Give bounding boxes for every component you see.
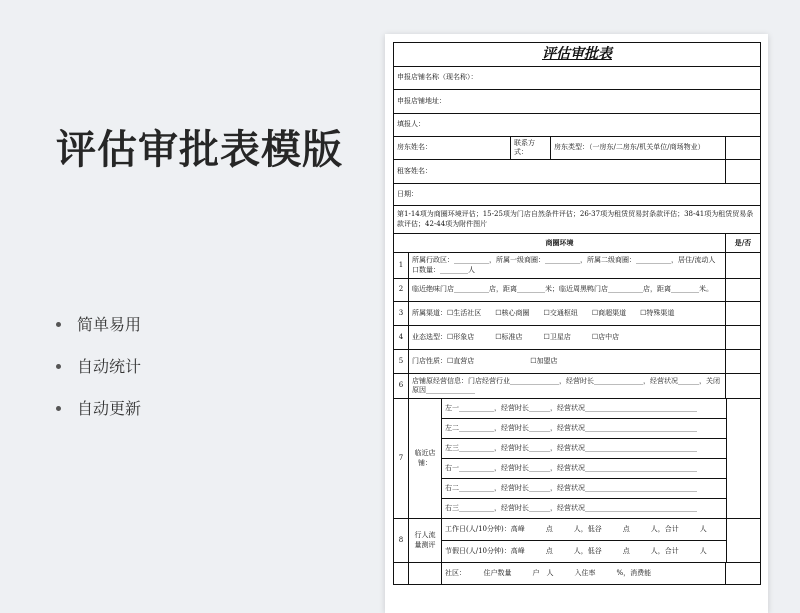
yes-no-cell[interactable] — [726, 253, 760, 278]
landlord-name-field: 房东姓名： — [394, 137, 511, 159]
document-preview — [385, 34, 768, 613]
store-name-field: 申报店铺名称（现名称）： — [397, 73, 478, 82]
store-address-field: 申报店铺地址： — [397, 96, 446, 105]
reporter-field: 填报人： — [397, 120, 425, 129]
yes-no-cell[interactable] — [726, 302, 760, 325]
promo-title: 评估审批表模版 — [56, 127, 343, 173]
neighbor-label: 临近店铺： — [409, 399, 442, 518]
feature-item: 自动统计 — [56, 356, 141, 398]
table-row: 3 所属渠道：☐生活社区 ☐核心商圈 ☐交通枢纽 ☐商超渠道 ☐特殊渠道 — [394, 302, 760, 326]
form-note: 第1-14项为商圈环境评估；15-25项为门店自然条件评估；26-37项为租赁贸易封条款评估；38-41项为租赁贸易条款评估；42-44项为附件图片 — [397, 210, 754, 228]
approval-form — [393, 42, 761, 585]
landlord-type-value — [726, 137, 760, 159]
bullet-icon — [56, 406, 61, 411]
contact-field: 联系方式： — [511, 137, 551, 159]
table-row: 1 所属行政区：__________，所属一级商圈：__________，所属二级商圈：__________，居住/流动人口数量：________人 — [394, 253, 760, 279]
section-header: 商圈环境 — [394, 234, 726, 252]
table-row: 4 业态选型：☐形象店 ☐标准店 ☐卫星店 ☐店中店 — [394, 326, 760, 350]
table-row: 6 店铺原经营信息：门店经营行业______________，经营时长______________，经营状况______，关闭原因______________ — [394, 374, 760, 399]
yes-no-cell[interactable] — [727, 519, 760, 562]
traffic-label: 行人流量测评 — [409, 519, 442, 562]
yes-no-header: 是/否 — [734, 238, 752, 248]
yes-no-cell[interactable] — [726, 374, 760, 398]
date-field: 日期： — [397, 189, 418, 198]
yes-no-cell[interactable] — [726, 326, 760, 349]
bullet-icon — [56, 322, 61, 327]
table-row: 5 门店性质：☐直营店 ☐加盟店 — [394, 350, 760, 374]
table-row: 社区： 住户数量 户 人 入住率 %，消费能 — [394, 563, 760, 585]
yes-no-cell[interactable] — [727, 399, 760, 518]
feature-list — [56, 314, 141, 440]
yes-no-cell[interactable] — [726, 350, 760, 373]
yes-no-cell[interactable] — [726, 279, 760, 301]
traffic-row: 8 行人流量测评 工作日(人/10分钟)：高峰 点 人，低谷 点 人，合计 人 节假日(人/10分钟)：高峰 点 人，低谷 点 人，合计 人 — [394, 519, 760, 563]
tenant-name-field: 租客姓名： — [394, 160, 726, 183]
promo-panel — [0, 0, 370, 613]
bullet-icon — [56, 364, 61, 369]
neighbor-shops-row: 7 临近店铺： 左一__________，经营时长______，经营状况________________________________ 左二__________，经营时长______，经营状况________________________________ 左三__________，经营时长______，经营状况________________________________ 右一__________，经营时长______，经营状况________________________________ 右二__________，经营时长______，经营状况________________________________ 右三__________，经营时长______，经营状况________________________________ — [394, 399, 760, 519]
landlord-type-field: 房东类型：（一房东/二房东/机关单位/商场物业） — [551, 137, 726, 159]
feature-item: 简单易用 — [56, 314, 141, 356]
feature-item: 自动更新 — [56, 398, 141, 440]
form-title: 评估审批表 — [394, 43, 760, 67]
table-row: 2 临近绝味门店__________店，距离________米；临近周黑鸭门店__________店，距离________米。 — [394, 279, 760, 302]
